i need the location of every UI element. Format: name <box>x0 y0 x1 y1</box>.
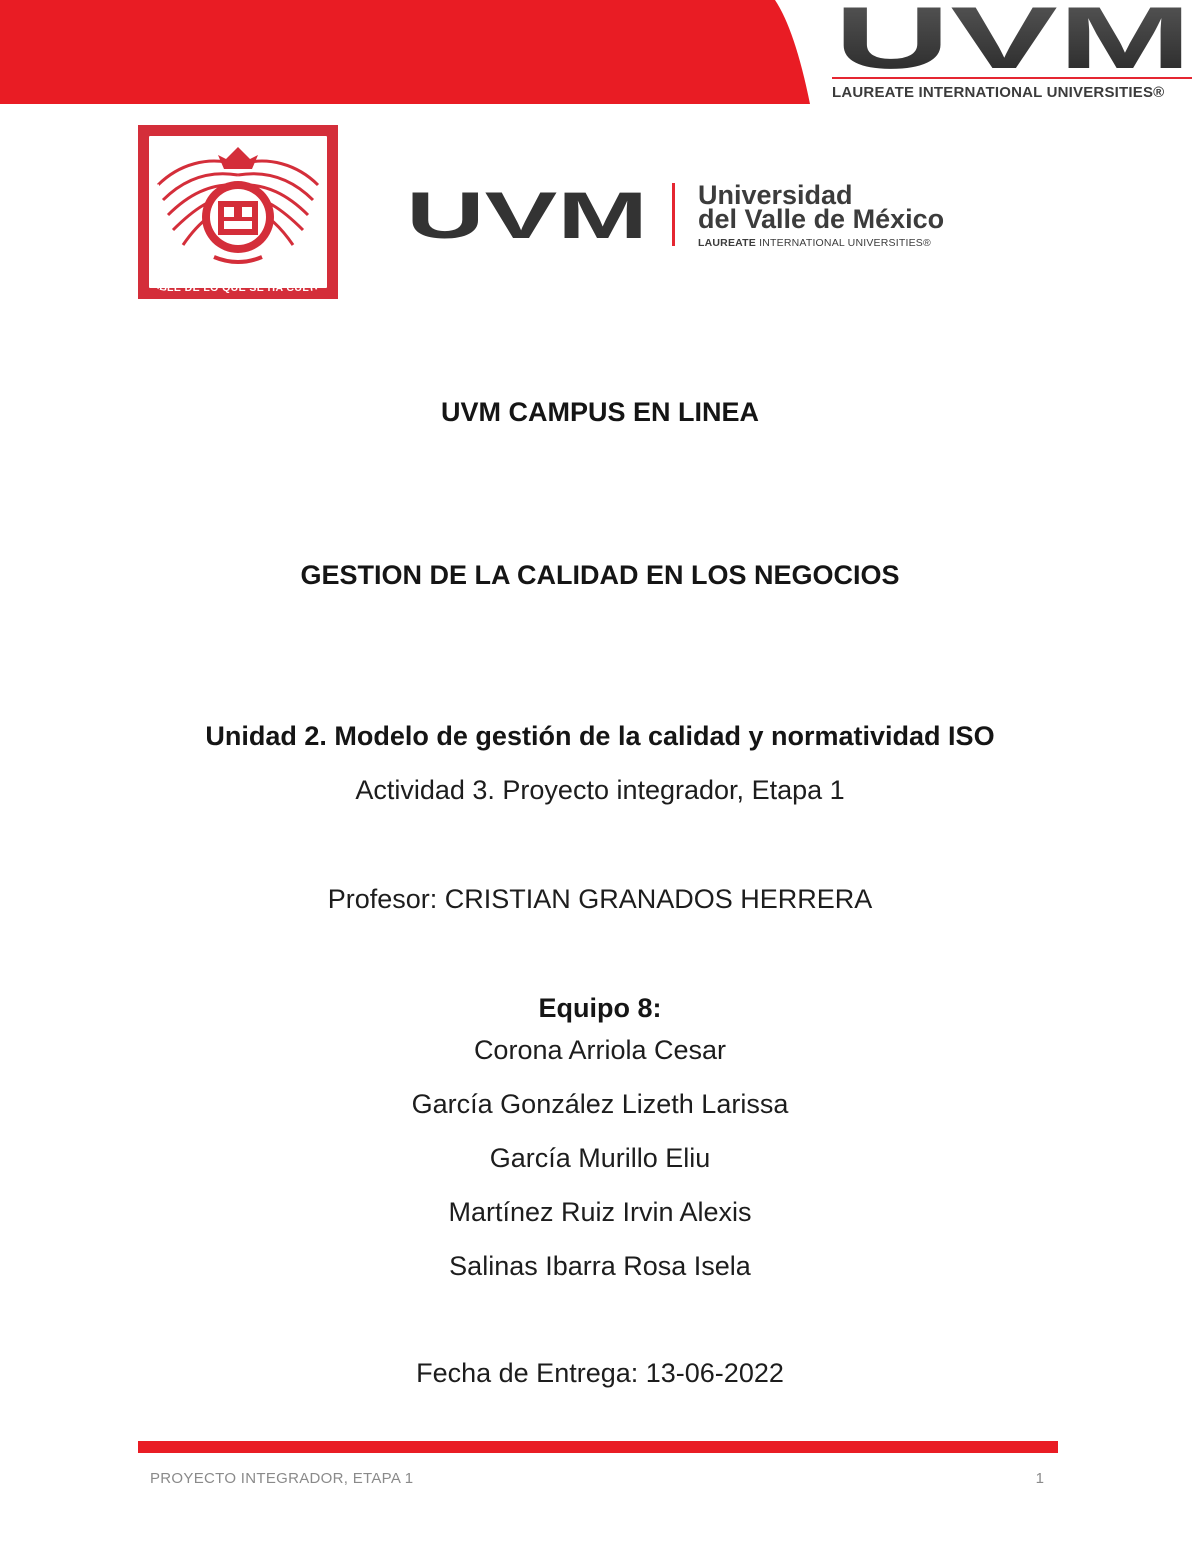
university-seal-icon <box>138 125 338 299</box>
delivery-date: Fecha de Entrega: 13-06-2022 <box>416 1358 784 1388</box>
header-logo <box>0 0 1200 104</box>
team-member: Corona Arriola Cesar <box>473 1035 727 1065</box>
uvm-main-logo-icon <box>405 186 650 242</box>
main-logo-tagline-bold: LAUREATE <box>698 237 756 249</box>
header-tagline: LAUREATE INTERNATIONAL UNIVERSITIES® <box>832 84 1165 101</box>
main-logo-name-line1: Universidad <box>698 180 853 210</box>
activity-title: Actividad 3. Proyecto integrador, Etapa 1 <box>355 775 845 805</box>
team-member: Martínez Ruiz Irvin Alexis <box>448 1197 752 1227</box>
header-rule <box>832 77 1192 79</box>
svg-text:POR SIEMPRE RESPONSABLE DE LO: POR SIEMPRE RESPONSABLE DE LO QUE SE HA CULTIVADO <box>148 149 328 295</box>
uvm-header-logo-icon <box>832 2 1194 74</box>
campus-title: UVM CAMPUS EN LINEA <box>440 397 759 427</box>
svg-text:UVM: UVM <box>406 186 648 242</box>
team-label: Equipo 8: <box>538 993 662 1023</box>
main-logo-name-line2: del Valle de México <box>698 204 945 234</box>
unit-title: Unidad 2. Modelo de gestión de la calidad y normatividad ISO <box>205 721 995 751</box>
team-member: Salinas Ibarra Rosa Isela <box>449 1251 751 1281</box>
footer-title: PROYECTO INTEGRADOR, ETAPA 1 <box>150 1470 414 1487</box>
team-member: García González Lizeth Larissa <box>411 1089 789 1119</box>
professor-name: Profesor: CRISTIAN GRANADOS HERRERA <box>327 884 873 914</box>
page-number: 1 <box>1035 1470 1044 1487</box>
footer-red-bar <box>138 1441 1058 1453</box>
svg-text:UVM: UVM <box>834 2 1192 74</box>
team-members-list <box>0 1033 1200 1303</box>
main-logo-tagline-rest: INTERNATIONAL UNIVERSITIES® <box>756 237 931 249</box>
main-logo-tagline <box>698 237 931 249</box>
main-logo-separator <box>672 183 675 246</box>
team-member: García Murillo Eliu <box>489 1143 711 1173</box>
course-title: GESTION DE LA CALIDAD EN LOS NEGOCIOS <box>300 560 900 590</box>
